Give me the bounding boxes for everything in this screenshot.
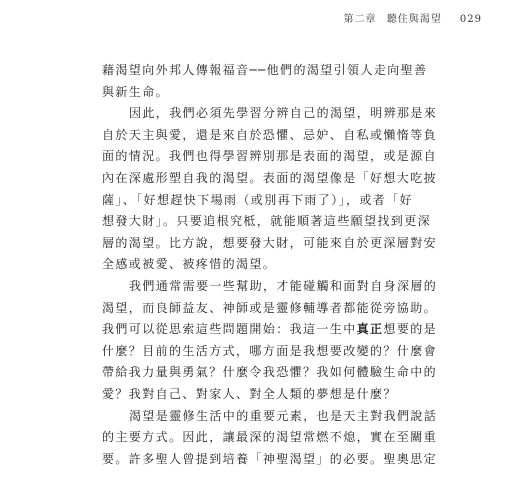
text-line: 想發大財」。只要追根究柢，就能順著這些願望找到更深: [102, 214, 432, 229]
text-line: 內在深處形塑自我的渴望。表面的渴望像是「好想大吃披: [102, 170, 438, 185]
chapter-title: 聽住與渴望: [386, 14, 442, 25]
text-line: 要。許多聖人曾提到培養「神聖渴望」的必要。聖奧思定: [102, 451, 438, 466]
text-line: 渴望，而良師益友、神師或是靈修輔導者都能從旁協助。: [102, 300, 438, 315]
text-line: 層的渴望。比方說，想要發大財，可能來自於更深層對安: [102, 235, 438, 250]
text-line: 全感或被愛、被疼惜的渴望。: [102, 257, 277, 272]
text-segment: 想要的是: [383, 322, 438, 337]
page-number: 029: [459, 14, 482, 25]
paragraph-first-line: 我們通常需要一些幫助，才能碰觸和面對自身深層的: [129, 278, 438, 293]
text-line: 愛？我對自己、對家人、對全人類的夢想是什麼？: [102, 386, 397, 401]
text-line: 薩」、「好想趕快下場雨（或別再下雨了）」，或者「好: [102, 192, 414, 207]
text-line: 與新生命。: [102, 84, 170, 99]
paragraph-first-line: 渴望是靈修生活中的重要元素，也是天主對我們說話: [129, 408, 438, 423]
paragraph-first-line: 因此，我們必須先學習分辨自己的渴望，明辨那是來: [129, 106, 438, 121]
running-header: [344, 10, 482, 25]
text-segment: 我們可以從思索這些問題開始：我這一生中: [102, 322, 357, 337]
text-line: 自於天主與愛，還是來自於恐懼、忌妒、自私或懶惰等負: [102, 127, 438, 142]
text-line: 什麼？目前的生活方式，哪方面是我想要改變的？什麼會: [102, 343, 438, 358]
text-line-with-emphasis: [102, 319, 438, 341]
chapter-label: 第二章: [343, 14, 377, 25]
text-line: 帶給我力量與勇氣？什麼令我恐懼？我如何體驗生命中的: [102, 365, 438, 380]
body-text: [102, 60, 438, 470]
text-line: 藉渴望向外邦人傳報福音──他們的渴望引領人走向聖善: [102, 63, 428, 77]
emphasized-word: 真正: [356, 322, 384, 337]
text-line: 的主要方式。因此，讓最深的渴望常燃不熄，實在至關重: [102, 430, 438, 445]
text-line: 面的情況。我們也得學習辨別那是表面的渴望，或是源自: [102, 149, 438, 164]
